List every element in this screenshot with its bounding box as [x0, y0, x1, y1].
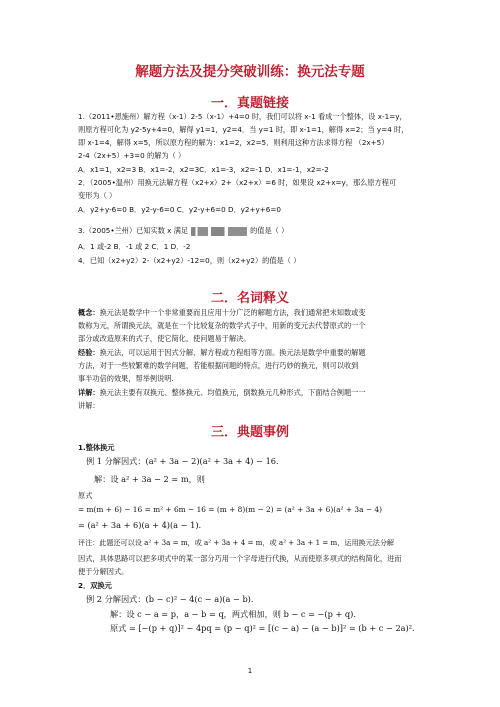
section-heading-3: 三．典题事例	[210, 425, 289, 440]
detail-text-1: 换元法主要有双换元、整体换元、均值换元，倒数换元几种形式，下面结合例题一一	[99, 388, 366, 397]
equation-2: = (a² + 3a + 6)(a + 4)(a − 1).	[78, 520, 202, 530]
original-expression-label: 原式	[78, 491, 93, 500]
concept-line-1	[78, 307, 366, 318]
q3-options: A．1 或-2 B．-1 或 2 C．1 D．-2	[78, 242, 191, 251]
experience-line-1	[78, 347, 366, 358]
q1-line-3: 即 x-1=4，解得 x=5，所以原方程的解为：x1=2，x2=5．则利用这种方法求得方程 （2x+5）	[78, 138, 389, 147]
detail-line-2: 讲解：	[78, 401, 100, 410]
note-line-2: 因式，具体思路可以把多项式中的某一部分巧用一个字母进行代换，从而使原多项式的结构简化，进而	[78, 554, 402, 563]
q1-line-4: 2-4（2x+5）+3=0 的解为（ ）	[78, 151, 186, 160]
q3-text-b: 的值是（ ）	[250, 226, 289, 235]
section-heading-1: 一．真题链接	[210, 96, 289, 111]
note-line-3: 便于分解因式。	[78, 567, 129, 576]
formula-image	[191, 227, 247, 236]
page-title: 解题方法及提分突破训练：换元法专题	[135, 64, 365, 80]
concept-line-3: 部分或改造原来的式子，使它简化，使问题易于解决。	[78, 334, 251, 343]
solution-2: 解：设 c − a = p，a − b = q，两式相加，则 b − c = −(p + q).	[110, 609, 356, 619]
q1-line-1: 1.（2011•恩施州）解方程（x-1）2-5（x-1）+4=0 时，我们可以将 x-1 看成一个整体，设 x-1=y，	[78, 112, 407, 121]
note-line-1: 评注：此题还可以设 a² + 3a = m，或 a² + 3a + 4 = m，或 a² + 3a + 1 = m，运用换元法分解	[78, 538, 395, 547]
example-1: 例 1 分解因式：(a² + 3a − 2)(a² + 3a + 4) − 16.	[86, 456, 279, 466]
equation-1: = m(m + 6) − 16 = m² + 6m − 16 = (m + 8)(m − 2) = (a² + 3a + 6)(a² + 3a − 4)	[78, 505, 382, 514]
subheading-whole-substitution: 1.整体换元	[78, 443, 115, 452]
subheading-double-substitution: 2．双换元	[78, 581, 112, 590]
section-heading-2: 二．名词释义	[210, 291, 289, 306]
q2-line-1: 2．（2005•温州）用换元法解方程（x2+x）2+（x2+x）=6 时，如果设 x2+x=y，那么原方程可	[78, 178, 397, 187]
experience-text-1: 换元法，可以运用于因式分解、解方程或方程组等方面。换元法是数学中重要的解题	[99, 348, 366, 357]
example-2: 例 2 分解因式：(b − c)² − 4(c − a)(a − b).	[86, 594, 254, 604]
q4-line: 4．已知（x2+y2）2-（x2+y2）-12=0，则（x2+y2）的值是（ ）	[78, 256, 301, 265]
q3-text-a: 3.（2005•兰州）已知实数 x 满足	[78, 226, 189, 235]
detail-line-1	[78, 387, 366, 398]
q1-options: A．x1=1，x2=3 B．x1=-2，x2=3C．x1=-3，x2=-1 D．x1=-1，x2=-2	[78, 165, 329, 174]
q3-line	[78, 225, 288, 236]
concept-text-1: 换元法是数学中一个非常重要而且应用十分广泛的解题方法，我们通常把未知数或变	[99, 308, 366, 317]
concept-line-2: 数称为元，所谓换元法，就是在一个比较复杂的数学式子中，用新的变元去代替原式的一个	[78, 321, 366, 330]
experience-line-2: 方法，对于一些较繁难的数学问题，若能根据问题的特点，进行巧妙的换元，则可以收到	[78, 361, 359, 370]
q2-line-2: 变形为（ ）	[78, 191, 117, 200]
q2-options: A．y2+y-6=0 B．y2-y-6=0 C．y2-y+6=0 D．y2+y+6=0	[78, 205, 281, 214]
equation-3: 原式 = [−(p + q)]² − 4pq = (p − q)² = [(c − a) − (a − b)]² = (b + c − 2a)².	[110, 623, 415, 633]
experience-label: 经验：	[78, 348, 100, 357]
page-number: 1	[247, 667, 253, 675]
concept-label: 概念：	[78, 308, 100, 317]
q1-line-2: 则原方程可化为 y2-5y+4=0，解得 y1=1，y2=4．当 y=1 时，即 x-1=1，解得 x=2；当 y=4 时，	[78, 125, 409, 134]
experience-line-3: 事半功倍的效果，帮举例说明.	[78, 374, 174, 383]
detail-label: 详解：	[78, 388, 100, 397]
solution-1: 解：设 a² + 3a − 2 = m，则	[94, 474, 205, 484]
